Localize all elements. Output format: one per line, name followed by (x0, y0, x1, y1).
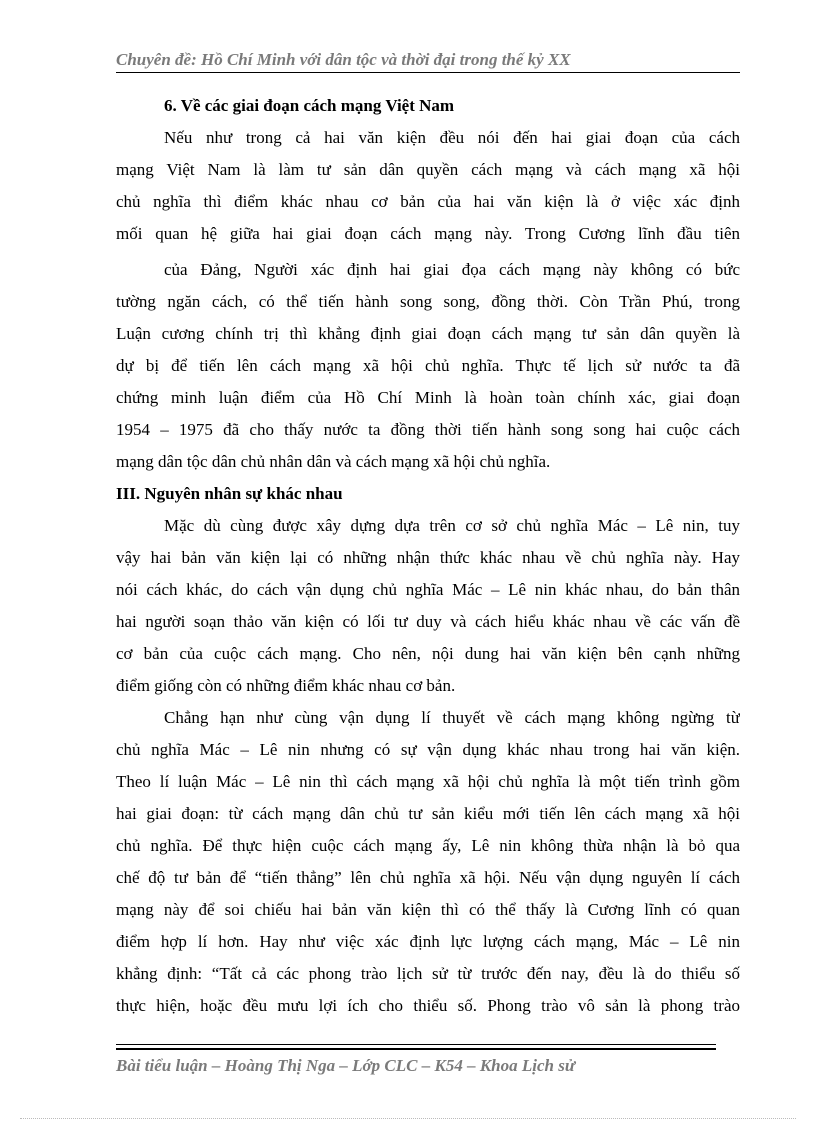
paragraph-line: Mặc dù cùng được xây dựng dựa trên cơ sở chủ nghĩa Mác – Lê nin, tuy (164, 516, 740, 535)
paragraph-line: 1954 – 1975 đã cho thấy nước ta đồng thời tiến hành song song hai cuộc cách (116, 420, 740, 439)
paragraph-line: dự bị để tiến lên cách mạng xã hội chủ nghĩa. Thực tế lịch sử nước ta đã (116, 356, 740, 375)
page-bottom-border (20, 1118, 796, 1119)
paragraph-line: chủ nghĩa. Để thực hiện cuộc cách mạng ấy, Lê nin không thừa nhận là bỏ qua (116, 836, 740, 855)
header-title: Chuyên đề: Hồ Chí Minh với dân tộc và thời đại trong thế kỷ XX (116, 50, 571, 69)
paragraph-line: tường ngăn cách, có thể tiến hành song song, đồng thời. Còn Trần Phú, trong (116, 292, 740, 311)
paragraph-line: hai người soạn thảo văn kiện có lối tư duy và cách hiểu khác nhau về các vấn đề (116, 612, 740, 631)
paragraph-line: chế độ tư bản để “tiến thẳng” lên chủ nghĩa xã hội. Nếu vận dụng nguyên lí cách (116, 868, 740, 887)
section-6-paragraph (116, 122, 740, 478)
paragraph-line: chứng minh luận điểm của Hồ Chí Minh là hoàn toàn chính xác, giai đoạn (116, 388, 740, 407)
paragraph-line: hai giai đoạn: từ cách mạng dân chủ tư sản kiểu mới tiến lên cách mạng xã hội (116, 804, 740, 823)
section-3-heading: III. Nguyên nhân sự khác nhau (116, 484, 343, 503)
paragraph-line: cơ bản của cuộc cách mạng. Cho nên, nội dung hai văn kiện bên cạnh những (116, 644, 740, 663)
footer-divider (116, 1044, 716, 1045)
paragraph-line: Chẳng hạn như cùng vận dụng lí thuyết về cách mạng không ngừng từ (164, 708, 740, 727)
header-divider (116, 72, 740, 73)
paragraph-line: mạng Việt Nam là làm tư sản dân quyền cách mạng và cách mạng xã hội (116, 160, 740, 179)
paragraph-line: thực hiện, hoặc đều mưu lợi ích cho thiểu số. Phong trào vô sản là phong trào (116, 996, 740, 1015)
paragraph-line: chủ nghĩa thì điểm khác nhau cơ bản của hai văn kiện là ở việc xác định (116, 192, 740, 211)
footer-text: Bài tiểu luận – Hoàng Thị Nga – Lớp CLC – K54 – Khoa Lịch sử (116, 1056, 576, 1075)
section-3-paragraph-1 (116, 510, 740, 702)
paragraph-line: Theo lí luận Mác – Lê nin thì cách mạng xã hội chủ nghĩa là một tiến trình gồm (116, 772, 740, 791)
paragraph-line: điểm giống còn có những điểm khác nhau cơ bản. (116, 676, 456, 695)
paragraph-line: chủ nghĩa Mác – Lê nin nhưng có sự vận dụng khác nhau trong hai văn kiện. (116, 740, 740, 759)
page-header (116, 46, 740, 74)
paragraph-line: Nếu như trong cả hai văn kiện đều nói đến hai giai đoạn của cách (164, 128, 740, 147)
section-3-paragraph-2 (116, 702, 740, 1022)
paragraph-line: mạng này để soi chiếu hai bản văn kiện thì có thể thấy là Cương lĩnh có quan (116, 900, 740, 919)
paragraph-line: mối quan hệ giữa hai giai đoạn cách mạng này. Trong Cương lĩnh đầu tiên (116, 224, 740, 243)
paragraph-line: nói cách khác, do cách vận dụng chủ nghĩa Mác – Lê nin khác nhau, do bản thân (116, 580, 740, 599)
paragraph-line: của Đảng, Người xác định hai giai đọa cách mạng này không có bức (164, 260, 740, 279)
page-footer (116, 1044, 716, 1084)
paragraph-line: mạng dân tộc dân chủ nhân dân và cách mạng xã hội chủ nghĩa. (116, 452, 551, 471)
footer-divider-thick (116, 1048, 716, 1050)
paragraph-line: vậy hai bản văn kiện lại có những nhận thức khác nhau về chủ nghĩa này. Hay (116, 548, 740, 567)
paragraph-line: Luận cương chính trị thì khẳng định giai đoạn cách mạng tư sản dân quyền là (116, 324, 740, 343)
document-body (116, 90, 740, 1022)
paragraph-line: khẳng định: “Tất cả các phong trào lịch sử từ trước đến nay, đều là do thiểu số (116, 964, 740, 983)
section-6-heading: 6. Về các giai đoạn cách mạng Việt Nam (164, 96, 455, 115)
paragraph-line: điểm hợp lí hơn. Hay như việc xác định lực lượng cách mạng, Mác – Lê nin (116, 932, 740, 951)
